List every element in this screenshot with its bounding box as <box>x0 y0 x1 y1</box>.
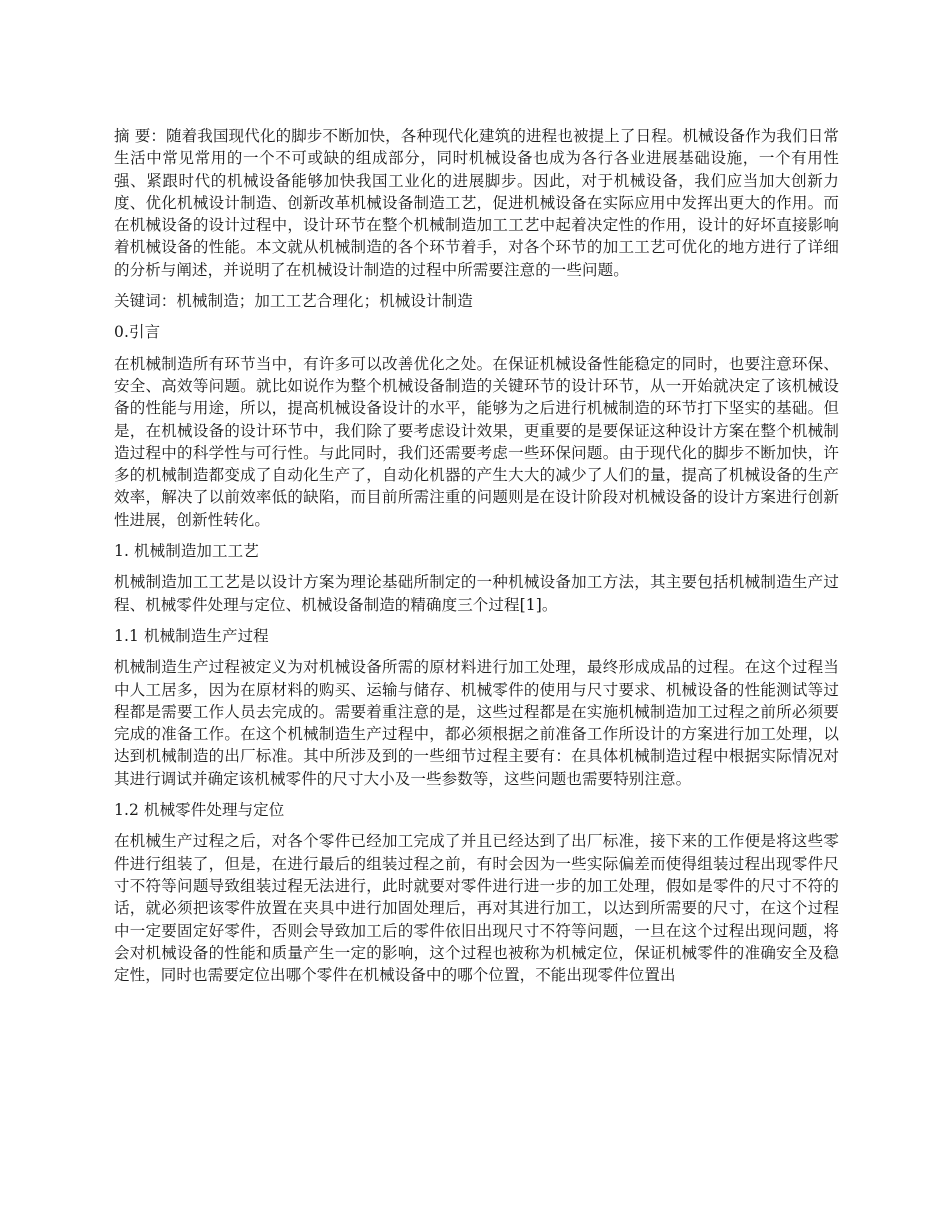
document-page <box>114 125 839 995</box>
section-body-1: 机械制造加工工艺是以设计方案为理论基础所制定的一种机械设备加工方法，其主要包括机械制造生产过程、机械零件处理与定位、机械设备制造的精确度三个过程[1]。 <box>114 573 839 614</box>
keywords-line: 关键词：机械制造；加工工艺合理化；机械设计制造 <box>114 292 473 311</box>
section-body-introduction: 在机械制造所有环节当中，有许多可以改善优化之处。在保证机械设备性能稳定的同时，也要注意环保、安全、高效等问题。就比如说作为整个机械设备制造的关键环节的设计环节，从一开始就决定了该机械设备的性能与用途，所以，提高机械设备设计的水平，能够为之后进行机械制造的环节打下坚实的基础。但是，在机械设备的设计环节中，我们除了要考虑设计效果，更重要的是要保证这种设计方案在整个机械制造过程中的科学性与可行性。与此同时，我们还需要考虑一些环保问题。由于现代化的脚步不断加快，许多的机械制造都变成了自动化生产了，自动化机器的产生大大的减少了人们的量，提高了机械设备的生产效率，解决了以前效率低的缺陷，而目前所需注重的问题则是在设计阶段对机械设备的设计方案进行创新性进展，创新性转化。 <box>114 354 839 529</box>
section-body-1-1: 机械制造生产过程被定义为对机械设备所需的原材料进行加工处理，最终形成成品的过程。在这个过程当中人工居多，因为在原材料的购买、运输与储存、机械零件的使用与尺寸要求、机械设备的性能测试等过程都是需要工作人员去完成的。需要着重注意的是，这些过程都是在实施机械制造加工过程之前所必须要完成的准备工作。在这个机械制造生产过程中，都必须根据之前准备工作所设计的方案进行加工处理，以达到机械制造的出厂标准。其中所涉及到的一些细节过程主要有：在具体机械制造过程中根据实际情况对其进行调试并确定该机械零件的尺寸大小及一些参数等，这些问题也需要特别注意。 <box>114 658 839 788</box>
section-heading-1: 1. 机械制造加工工艺 <box>114 542 259 561</box>
section-heading-1-1: 1.1 机械制造生产过程 <box>114 626 269 645</box>
section-body-1-2: 在机械生产过程之后，对各个零件已经加工完成了并且已经达到了出厂标准，接下来的工作便是将这些零件进行组装了，但是，在进行最后的组装过程之前，有时会因为一些实际偏差而使得组装过程出现零件尺寸不符等问题导致组装过程无法进行，此时就要对零件进行进一步的加工处理，假如是零件的尺寸不符的话，就必须把该零件放置在夹具中进行加固处理后，再对其进行加工，以达到所需要的尺寸，在这个过程中一定要固定好零件，否则会导致加工后的零件依旧出现尺寸不符等问题，一旦在这个过程出现问题，将会对机械设备的性能和质量产生一定的影响，这个过程也被称为机械定位，保证机械零件的准确安全及稳定性，同时也需要定位出哪个零件在机械设备中的哪个位置，不能出现零件位置出 <box>114 832 839 985</box>
section-heading-1-2: 1.2 机械零件处理与定位 <box>114 801 285 820</box>
section-heading-introduction: 0.引言 <box>114 323 161 342</box>
abstract-paragraph: 摘 要：随着我国现代化的脚步不断加快，各种现代化建筑的进程也被提上了日程。机械设备作为我们日常生活中常见常用的一个不可或缺的组成部分，同时机械设备也成为各行各业进展基础设施，一个有用性强、紧跟时代的机械设备能够加快我国工业化的进展脚步。因此，对于机械设备，我们应当加大创新力度、优化机械设计制造、创新改革机械设备制造工艺，促进机械设备在实际应用中发挥出更大的作用。而在机械设备的设计过程中，设计环节在整个机械制造加工工艺中起着决定性的作用，设计的好坏直接影响着机械设备的性能。本文就从机械制造的各个环节着手，对各个环节的加工工艺可优化的地方进行了详细的分析与阐述，并说明了在机械设计制造的过程中所需要注意的一些问题。 <box>114 127 839 279</box>
